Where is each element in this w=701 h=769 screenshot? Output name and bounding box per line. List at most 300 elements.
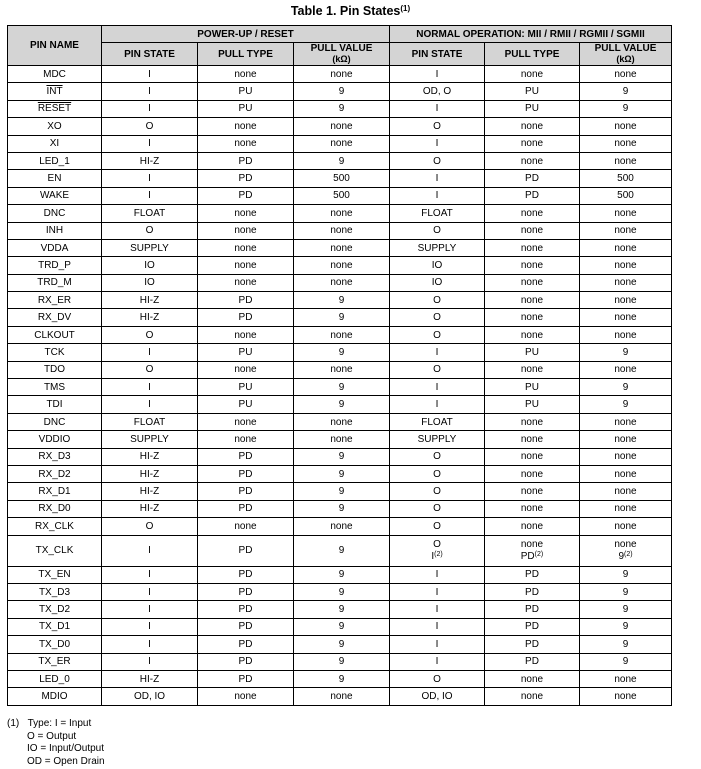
powerup-pull-type: none xyxy=(198,518,294,535)
normal-pin-state: I xyxy=(390,636,485,653)
powerup-pull-type: PU xyxy=(198,379,294,396)
normal-pull-type: PD xyxy=(485,566,580,583)
powerup-pin-state: FLOAT xyxy=(102,205,198,222)
table-row xyxy=(8,135,672,152)
header-normal-operation: NORMAL OPERATION: MII / RMII / RGMII / SGMII xyxy=(390,26,672,43)
powerup-pull-type: PD xyxy=(198,653,294,670)
powerup-pull-type: none xyxy=(198,431,294,448)
table-body xyxy=(8,566,672,705)
normal-pin-state: O $I^{(2)}$ xyxy=(390,535,485,566)
pin-name: CLKOUT xyxy=(8,326,102,343)
powerup-pin-state: O xyxy=(102,326,198,343)
powerup-pull-type: PD xyxy=(198,448,294,465)
normal-pull-value: 9 xyxy=(580,653,672,670)
powerup-pull-type: PU xyxy=(198,344,294,361)
normal-pin-state: O xyxy=(390,448,485,465)
normal-pull-value: 9 xyxy=(580,379,672,396)
normal-pin-state: I xyxy=(390,653,485,670)
powerup-pin-state: I xyxy=(102,566,198,583)
normal-pull-value: none xyxy=(580,205,672,222)
normal-pin-state: O xyxy=(390,361,485,378)
powerup-pin-state: I xyxy=(102,83,198,100)
normal-pull-type: none xyxy=(485,500,580,517)
powerup-pin-state: I xyxy=(102,636,198,653)
powerup-pin-state: SUPPLY xyxy=(102,239,198,256)
powerup-pull-value: 9 xyxy=(294,618,390,635)
powerup-pull-value: 9 xyxy=(294,83,390,100)
powerup-pull-type: PD xyxy=(198,187,294,204)
powerup-pull-value: 500 xyxy=(294,170,390,187)
powerup-pull-type: PD xyxy=(198,566,294,583)
pin-name: LED_0 xyxy=(8,670,102,687)
normal-pin-state: SUPPLY xyxy=(390,431,485,448)
normal-pin-state: I xyxy=(390,396,485,413)
powerup-pull-type: PD xyxy=(198,170,294,187)
header-pin-state: PIN STATE xyxy=(102,43,198,66)
powerup-pull-value: 9 xyxy=(294,601,390,618)
powerup-pin-state: I xyxy=(102,100,198,117)
normal-pin-state: O xyxy=(390,465,485,482)
header-powerup-reset: POWER-UP / RESET xyxy=(102,26,390,43)
normal-pin-state: I xyxy=(390,583,485,600)
powerup-pull-type: PD xyxy=(198,535,294,566)
pin-name: TX_CLK xyxy=(8,535,102,566)
pin-name: TCK xyxy=(8,344,102,361)
pin-name: MDIO xyxy=(8,688,102,705)
normal-pull-value: 500 xyxy=(580,187,672,204)
powerup-pin-state: I xyxy=(102,379,198,396)
normal-pull-value: none xyxy=(580,688,672,705)
pin-name: XI xyxy=(8,135,102,152)
table-row xyxy=(8,566,672,583)
normal-pull-value: none xyxy=(580,274,672,291)
powerup-pull-type: none xyxy=(198,205,294,222)
pin-name: TDO xyxy=(8,361,102,378)
powerup-pin-state: I xyxy=(102,187,198,204)
normal-pin-state: O xyxy=(390,670,485,687)
header-pull-value: PULL VALUE (kΩ) xyxy=(294,43,390,66)
normal-pin-state: FLOAT xyxy=(390,413,485,430)
powerup-pull-type: none xyxy=(198,135,294,152)
normal-pin-state: I xyxy=(390,601,485,618)
normal-pin-state: FLOAT xyxy=(390,205,485,222)
normal-pin-state: O xyxy=(390,500,485,517)
powerup-pull-value: 9 xyxy=(294,535,390,566)
normal-pull-type: none xyxy=(485,465,580,482)
normal-pin-state: I xyxy=(390,170,485,187)
powerup-pull-value: none xyxy=(294,135,390,152)
normal-pin-state: O xyxy=(390,118,485,135)
normal-pull-value: 9 xyxy=(580,618,672,635)
powerup-pull-type: PD xyxy=(198,152,294,169)
normal-pull-value: none xyxy=(580,309,672,326)
powerup-pull-type: PU xyxy=(198,396,294,413)
powerup-pull-type: none xyxy=(198,413,294,430)
normal-pull-value: none xyxy=(580,670,672,687)
normal-pin-state: OD, O xyxy=(390,83,485,100)
pin-name: RX_D0 xyxy=(8,500,102,517)
powerup-pull-type: PD xyxy=(198,636,294,653)
pin-name: XO xyxy=(8,118,102,135)
powerup-pull-value: 9 xyxy=(294,396,390,413)
powerup-pull-value: 9 xyxy=(294,344,390,361)
normal-pull-type: PD xyxy=(485,583,580,600)
powerup-pull-type: PU xyxy=(198,83,294,100)
table-row xyxy=(8,670,672,687)
powerup-pin-state: O xyxy=(102,518,198,535)
header-pull-value: PULL VALUE (kΩ) xyxy=(580,43,672,66)
powerup-pull-type: none xyxy=(198,274,294,291)
normal-pin-state: I xyxy=(390,618,485,635)
normal-pull-value: none xyxy=(580,118,672,135)
powerup-pull-type: none xyxy=(198,326,294,343)
powerup-pull-value: none xyxy=(294,222,390,239)
normal-pull-value: 9 xyxy=(580,601,672,618)
powerup-pin-state: HI-Z xyxy=(102,483,198,500)
table-row xyxy=(8,66,672,83)
table-row xyxy=(8,187,672,204)
normal-pull-value: none xyxy=(580,361,672,378)
powerup-pull-value: 9 xyxy=(294,636,390,653)
powerup-pin-state: I xyxy=(102,618,198,635)
powerup-pull-type: PU xyxy=(198,100,294,117)
powerup-pin-state: HI-Z xyxy=(102,152,198,169)
normal-pin-state: IO xyxy=(390,257,485,274)
powerup-pin-state: I xyxy=(102,344,198,361)
pin-name: VDDIO xyxy=(8,431,102,448)
pin-name: RX_D1 xyxy=(8,483,102,500)
pin-states-table xyxy=(7,25,672,706)
normal-pin-state: O xyxy=(390,326,485,343)
powerup-pull-type: PD xyxy=(198,500,294,517)
header-pull-type: PULL TYPE xyxy=(485,43,580,66)
table-row xyxy=(8,583,672,600)
powerup-pin-state: O xyxy=(102,361,198,378)
normal-pin-state: O xyxy=(390,309,485,326)
tx-clk-body xyxy=(8,535,672,566)
table-row xyxy=(8,431,672,448)
normal-pull-value: 9 xyxy=(580,396,672,413)
table-row xyxy=(8,100,672,117)
normal-pull-type: PU xyxy=(485,379,580,396)
normal-pull-value: 500 xyxy=(580,170,672,187)
normal-pull-type: none xyxy=(485,135,580,152)
powerup-pull-type: none xyxy=(198,239,294,256)
table-row xyxy=(8,344,672,361)
pin-name: DNC xyxy=(8,413,102,430)
table-row xyxy=(8,170,672,187)
powerup-pin-state: IO xyxy=(102,257,198,274)
powerup-pull-value: 9 xyxy=(294,500,390,517)
table-row xyxy=(8,118,672,135)
table-row xyxy=(8,601,672,618)
powerup-pull-value: none xyxy=(294,688,390,705)
pin-name: TX_D0 xyxy=(8,636,102,653)
powerup-pin-state: FLOAT xyxy=(102,413,198,430)
powerup-pull-value: 9 xyxy=(294,653,390,670)
pin-name: TRD_M xyxy=(8,274,102,291)
normal-pull-value: 9 xyxy=(580,83,672,100)
normal-pull-value: none xyxy=(580,257,672,274)
powerup-pull-value: none xyxy=(294,239,390,256)
powerup-pull-value: 9 xyxy=(294,448,390,465)
normal-pull-value: none xyxy=(580,326,672,343)
powerup-pull-type: PD xyxy=(198,483,294,500)
normal-pull-value: none xyxy=(580,66,672,83)
normal-pull-value: 9 xyxy=(580,100,672,117)
powerup-pull-type: none xyxy=(198,257,294,274)
normal-pull-type: PD xyxy=(485,653,580,670)
pin-name: LED_1 xyxy=(8,152,102,169)
normal-pull-type: none xyxy=(485,670,580,687)
pin-name: RESET xyxy=(8,100,102,117)
normal-pull-value: none 9$^{(2)}$ xyxy=(580,535,672,566)
normal-pull-value: 9 xyxy=(580,583,672,600)
normal-pull-type: none xyxy=(485,222,580,239)
table-row xyxy=(8,379,672,396)
powerup-pin-state: I xyxy=(102,66,198,83)
powerup-pin-state: HI-Z xyxy=(102,670,198,687)
normal-pull-type: none xyxy=(485,361,580,378)
powerup-pull-value: 9 xyxy=(294,309,390,326)
powerup-pull-value: 9 xyxy=(294,670,390,687)
powerup-pull-type: PD xyxy=(198,670,294,687)
powerup-pull-value: none xyxy=(294,274,390,291)
normal-pull-type: none xyxy=(485,326,580,343)
pin-name: TX_ER xyxy=(8,653,102,670)
normal-pull-type: none xyxy=(485,518,580,535)
normal-pull-type: none PD$^{(2)}$ xyxy=(485,535,580,566)
normal-pin-state: I xyxy=(390,379,485,396)
table-row xyxy=(8,309,672,326)
powerup-pull-value: none xyxy=(294,205,390,222)
table-row xyxy=(8,205,672,222)
normal-pull-type: PD xyxy=(485,170,580,187)
normal-pin-state: I xyxy=(390,187,485,204)
table-row xyxy=(8,413,672,430)
pin-name: RX_ER xyxy=(8,292,102,309)
powerup-pin-state: I xyxy=(102,535,198,566)
table-row xyxy=(8,152,672,169)
normal-pull-value: none xyxy=(580,483,672,500)
normal-pin-state: I xyxy=(390,566,485,583)
table-row xyxy=(8,257,672,274)
powerup-pull-value: none xyxy=(294,518,390,535)
normal-pull-value: none xyxy=(580,152,672,169)
normal-pull-value: none xyxy=(580,448,672,465)
normal-pull-type: none xyxy=(485,431,580,448)
powerup-pull-value: none xyxy=(294,431,390,448)
normal-pin-state: I xyxy=(390,344,485,361)
powerup-pin-state: HI-Z xyxy=(102,500,198,517)
normal-pull-type: none xyxy=(485,66,580,83)
normal-pull-value: none xyxy=(580,518,672,535)
table-row xyxy=(8,326,672,343)
powerup-pin-state: HI-Z xyxy=(102,448,198,465)
powerup-pull-type: PD xyxy=(198,618,294,635)
pin-name: TX_EN xyxy=(8,566,102,583)
header-pin-name: PIN NAME xyxy=(8,26,102,66)
normal-pull-type: PU xyxy=(485,396,580,413)
table-row xyxy=(8,361,672,378)
powerup-pull-value: none xyxy=(294,118,390,135)
powerup-pin-state: I xyxy=(102,583,198,600)
table-row xyxy=(8,292,672,309)
powerup-pin-state: I xyxy=(102,653,198,670)
powerup-pull-value: 9 xyxy=(294,379,390,396)
normal-pin-state: IO xyxy=(390,274,485,291)
powerup-pin-state: SUPPLY xyxy=(102,431,198,448)
normal-pull-type: PU xyxy=(485,83,580,100)
footnote: (1) Type: I = Input O = Output IO = Input/Output OD = Open Drain xyxy=(7,718,105,767)
pin-name: TX_D1 xyxy=(8,618,102,635)
powerup-pull-value: none xyxy=(294,257,390,274)
normal-pull-type: none xyxy=(485,118,580,135)
powerup-pull-type: none xyxy=(198,688,294,705)
powerup-pin-state: IO xyxy=(102,274,198,291)
powerup-pull-value: 9 xyxy=(294,483,390,500)
powerup-pin-state: O xyxy=(102,118,198,135)
powerup-pull-type: none xyxy=(198,361,294,378)
normal-pull-type: none xyxy=(485,274,580,291)
normal-pin-state: O xyxy=(390,222,485,239)
normal-pin-state: O xyxy=(390,152,485,169)
table-row xyxy=(8,688,672,705)
normal-pull-type: PD xyxy=(485,601,580,618)
pin-name: RX_DV xyxy=(8,309,102,326)
powerup-pull-value: none xyxy=(294,413,390,430)
table-row xyxy=(8,653,672,670)
pin-name: RX_CLK xyxy=(8,518,102,535)
pin-name: EN xyxy=(8,170,102,187)
pin-name: TMS xyxy=(8,379,102,396)
normal-pull-type: none xyxy=(485,257,580,274)
pin-name: TX_D2 xyxy=(8,601,102,618)
powerup-pull-type: PD xyxy=(198,583,294,600)
normal-pull-type: PD xyxy=(485,636,580,653)
powerup-pull-value: 9 xyxy=(294,566,390,583)
table-row xyxy=(8,500,672,517)
table-title: Table 1. Pin States$^{(1)}$ xyxy=(290,4,411,18)
pin-name: TDI xyxy=(8,396,102,413)
pin-name: TX_D3 xyxy=(8,583,102,600)
header-pin-state: PIN STATE xyxy=(390,43,485,66)
pin-name: RX_D3 xyxy=(8,448,102,465)
powerup-pull-type: none xyxy=(198,66,294,83)
powerup-pin-state: OD, IO xyxy=(102,688,198,705)
table-row xyxy=(8,239,672,256)
powerup-pin-state: HI-Z xyxy=(102,309,198,326)
normal-pull-value: 9 xyxy=(580,344,672,361)
pin-name: $\overline{INT}$ xyxy=(8,83,102,100)
normal-pull-type: none xyxy=(485,413,580,430)
powerup-pin-state: HI-Z xyxy=(102,292,198,309)
pin-name: DNC xyxy=(8,205,102,222)
normal-pull-type: none xyxy=(485,483,580,500)
normal-pull-type: PU xyxy=(485,344,580,361)
normal-pull-value: none xyxy=(580,413,672,430)
powerup-pull-type: none xyxy=(198,222,294,239)
pin-name: RX_D2 xyxy=(8,465,102,482)
normal-pull-value: none xyxy=(580,431,672,448)
powerup-pin-state: I xyxy=(102,170,198,187)
normal-pin-state: I xyxy=(390,66,485,83)
powerup-pull-type: none xyxy=(198,118,294,135)
powerup-pull-value: 9 xyxy=(294,583,390,600)
powerup-pull-type: PD xyxy=(198,601,294,618)
powerup-pull-value: 9 xyxy=(294,292,390,309)
powerup-pin-state: HI-Z xyxy=(102,465,198,482)
powerup-pull-type: PD xyxy=(198,309,294,326)
table-body xyxy=(8,66,672,536)
normal-pull-type: PD xyxy=(485,618,580,635)
table-row xyxy=(8,465,672,482)
powerup-pull-value: 9 xyxy=(294,100,390,117)
normal-pin-state: O xyxy=(390,483,485,500)
table-row xyxy=(8,518,672,535)
table-row xyxy=(8,483,672,500)
normal-pull-type: none xyxy=(485,239,580,256)
normal-pull-value: none xyxy=(580,239,672,256)
table-row xyxy=(8,274,672,291)
normal-pull-type: none xyxy=(485,688,580,705)
table-row xyxy=(8,222,672,239)
powerup-pull-value: none xyxy=(294,361,390,378)
pin-name: WAKE xyxy=(8,187,102,204)
powerup-pin-state: I xyxy=(102,601,198,618)
powerup-pull-value: none xyxy=(294,66,390,83)
table-row xyxy=(8,448,672,465)
normal-pull-type: none xyxy=(485,292,580,309)
normal-pull-type: PD xyxy=(485,187,580,204)
powerup-pin-state: I xyxy=(102,135,198,152)
table-row xyxy=(8,83,672,100)
pin-name: VDDA xyxy=(8,239,102,256)
normal-pull-value: none xyxy=(580,500,672,517)
powerup-pull-value: 9 xyxy=(294,152,390,169)
normal-pin-state: I xyxy=(390,135,485,152)
normal-pull-value: none xyxy=(580,292,672,309)
normal-pull-type: none xyxy=(485,309,580,326)
table-row xyxy=(8,535,672,566)
normal-pin-state: O xyxy=(390,292,485,309)
normal-pull-type: none xyxy=(485,448,580,465)
powerup-pull-value: 500 xyxy=(294,187,390,204)
table-row xyxy=(8,618,672,635)
powerup-pull-value: none xyxy=(294,326,390,343)
normal-pull-type: none xyxy=(485,152,580,169)
normal-pull-value: 9 xyxy=(580,636,672,653)
normal-pin-state: SUPPLY xyxy=(390,239,485,256)
normal-pull-value: none xyxy=(580,135,672,152)
normal-pull-value: none xyxy=(580,222,672,239)
table-row xyxy=(8,396,672,413)
normal-pull-value: 9 xyxy=(580,566,672,583)
powerup-pull-type: PD xyxy=(198,292,294,309)
normal-pin-state: OD, IO xyxy=(390,688,485,705)
pin-name: INH xyxy=(8,222,102,239)
pin-name: MDC xyxy=(8,66,102,83)
normal-pull-value: none xyxy=(580,465,672,482)
header-pull-type: PULL TYPE xyxy=(198,43,294,66)
normal-pull-type: PU xyxy=(485,100,580,117)
normal-pin-state: O xyxy=(390,518,485,535)
powerup-pull-type: PD xyxy=(198,465,294,482)
powerup-pin-state: I xyxy=(102,396,198,413)
powerup-pin-state: O xyxy=(102,222,198,239)
powerup-pull-value: 9 xyxy=(294,465,390,482)
normal-pull-type: none xyxy=(485,205,580,222)
